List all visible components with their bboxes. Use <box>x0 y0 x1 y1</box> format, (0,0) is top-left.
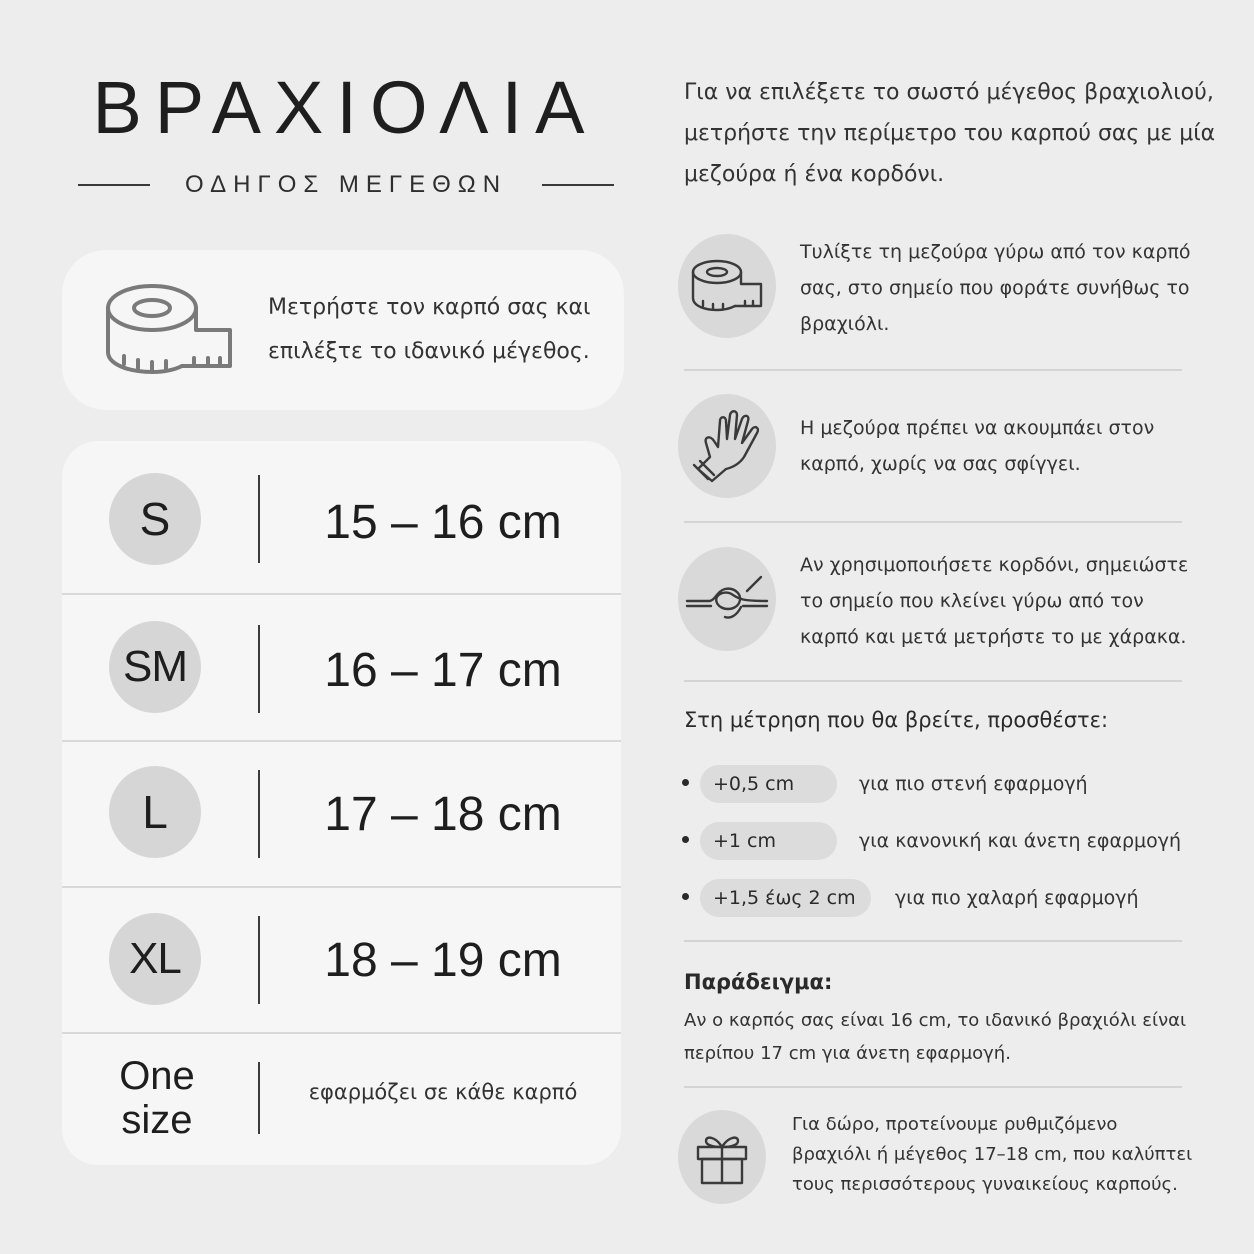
divider <box>684 521 1182 523</box>
addition-item <box>682 765 1202 803</box>
size-row-sm <box>62 595 621 740</box>
size-badge: L <box>109 766 201 858</box>
addition-desc: για πιο χαλαρή εφαρμογή <box>895 887 1139 909</box>
divider <box>684 369 1182 371</box>
addition-item <box>682 822 1202 860</box>
row-divider <box>258 1062 260 1134</box>
size-badge: XL <box>109 913 201 1005</box>
step-text: Αν χρησιμοποιήσετε κορδόνι, σημειώστε το σημείο που κλείνει γύρω από τον καρπό και μετά μετρήστε το με χάρακα. <box>800 554 1189 648</box>
additions-title: Στη μέτρηση που θα βρείτε, προσθέστε: <box>684 708 1109 732</box>
one-size-label-line2: size <box>121 1098 193 1142</box>
step-icon-circle <box>678 234 776 338</box>
row-divider <box>258 770 260 858</box>
step-wrap-knot <box>678 547 1198 657</box>
one-size-label <box>92 1054 222 1142</box>
size-row-xl <box>62 888 621 1032</box>
divider <box>684 1086 1182 1088</box>
subtitle-row <box>78 170 614 200</box>
step-wrap-tape <box>678 234 1198 344</box>
size-range: 17 – 18 cm <box>324 788 562 841</box>
step-text: Τυλίξτε τη μεζούρα γύρω από τον καρπό σας, στο σημείο που φοράτε συνήθως το βραχιόλι. <box>800 241 1191 335</box>
size-range: 15 – 16 cm <box>324 496 562 549</box>
right-intro-text: Για να επιλέξετε το σωστό μέγεθος βραχιολιού, μετρήστε την περίμετρο του καρπού σας με μία μεζούρα ή ένα κορδόνι. <box>684 80 1216 187</box>
measuring-tape-icon <box>104 280 234 380</box>
size-range: 18 – 19 cm <box>324 934 562 987</box>
intro-text: Μετρήστε τον καρπό σας και επιλέξτε το ιδανικό μέγεθος. <box>268 295 591 364</box>
page-title: ΒΡΑΧΙΟΛΙΑ <box>92 66 598 149</box>
addition-amount: +1,5 έως 2 cm <box>700 879 871 917</box>
size-row-one-size <box>62 1034 621 1165</box>
example-text: Αν ο καρπός σας είναι 16 cm, το ιδανικό βραχιόλι είναι περίπου 17 cm για άνετη εφαρμογή. <box>684 1010 1187 1064</box>
size-row-s <box>62 441 621 593</box>
step-icon-circle <box>678 394 776 498</box>
row-divider <box>258 916 260 1004</box>
step-icon-circle <box>678 1110 766 1204</box>
gift-section <box>678 1110 1198 1230</box>
intro-card <box>62 250 624 410</box>
addition-amount: +0,5 cm <box>700 765 837 803</box>
example-title: Παράδειγμα: <box>684 970 833 994</box>
divider <box>684 940 1182 942</box>
step-text: Η μεζούρα πρέπει να ακουμπάει στον καρπό, χωρίς να σας σφίγγει. <box>800 417 1155 475</box>
bullet-dot <box>682 779 689 786</box>
row-divider <box>258 625 260 713</box>
size-table <box>62 441 621 1165</box>
one-size-text: εφαρμόζει σε κάθε καρπό <box>308 1080 578 1104</box>
gift-box-icon <box>696 1129 748 1185</box>
size-badge: SM <box>109 621 201 713</box>
measuring-tape-icon <box>689 258 765 314</box>
row-divider <box>258 475 260 563</box>
hand-glove-icon <box>690 407 764 485</box>
knot-string-icon <box>685 571 769 627</box>
step-wrap-glove <box>678 394 1198 504</box>
addition-item <box>682 879 1202 917</box>
divider <box>684 680 1182 682</box>
bullet-dot <box>682 836 689 843</box>
page-subtitle: ΟΔΗΓΟΣ ΜΕΓΕΘΩΝ <box>184 171 508 198</box>
size-badge: S <box>109 473 201 565</box>
size-row-l <box>62 742 621 886</box>
addition-desc: για κανονική και άνετη εφαρμογή <box>859 830 1182 852</box>
size-range: 16 – 17 cm <box>324 644 562 697</box>
subtitle-divider-right <box>542 184 614 186</box>
bullet-dot <box>682 893 689 900</box>
one-size-label-line1: One <box>119 1054 195 1098</box>
step-icon-circle <box>678 547 776 651</box>
addition-desc: για πιο στενή εφαρμογή <box>859 773 1088 795</box>
gift-text: Για δώρο, προτείνουμε ρυθμιζόμενο βραχιόλι ή μέγεθος 17–18 cm, που καλύπτει τους περισσότερους γυναικείους καρπούς. <box>792 1114 1193 1195</box>
addition-amount: +1 cm <box>700 822 837 860</box>
